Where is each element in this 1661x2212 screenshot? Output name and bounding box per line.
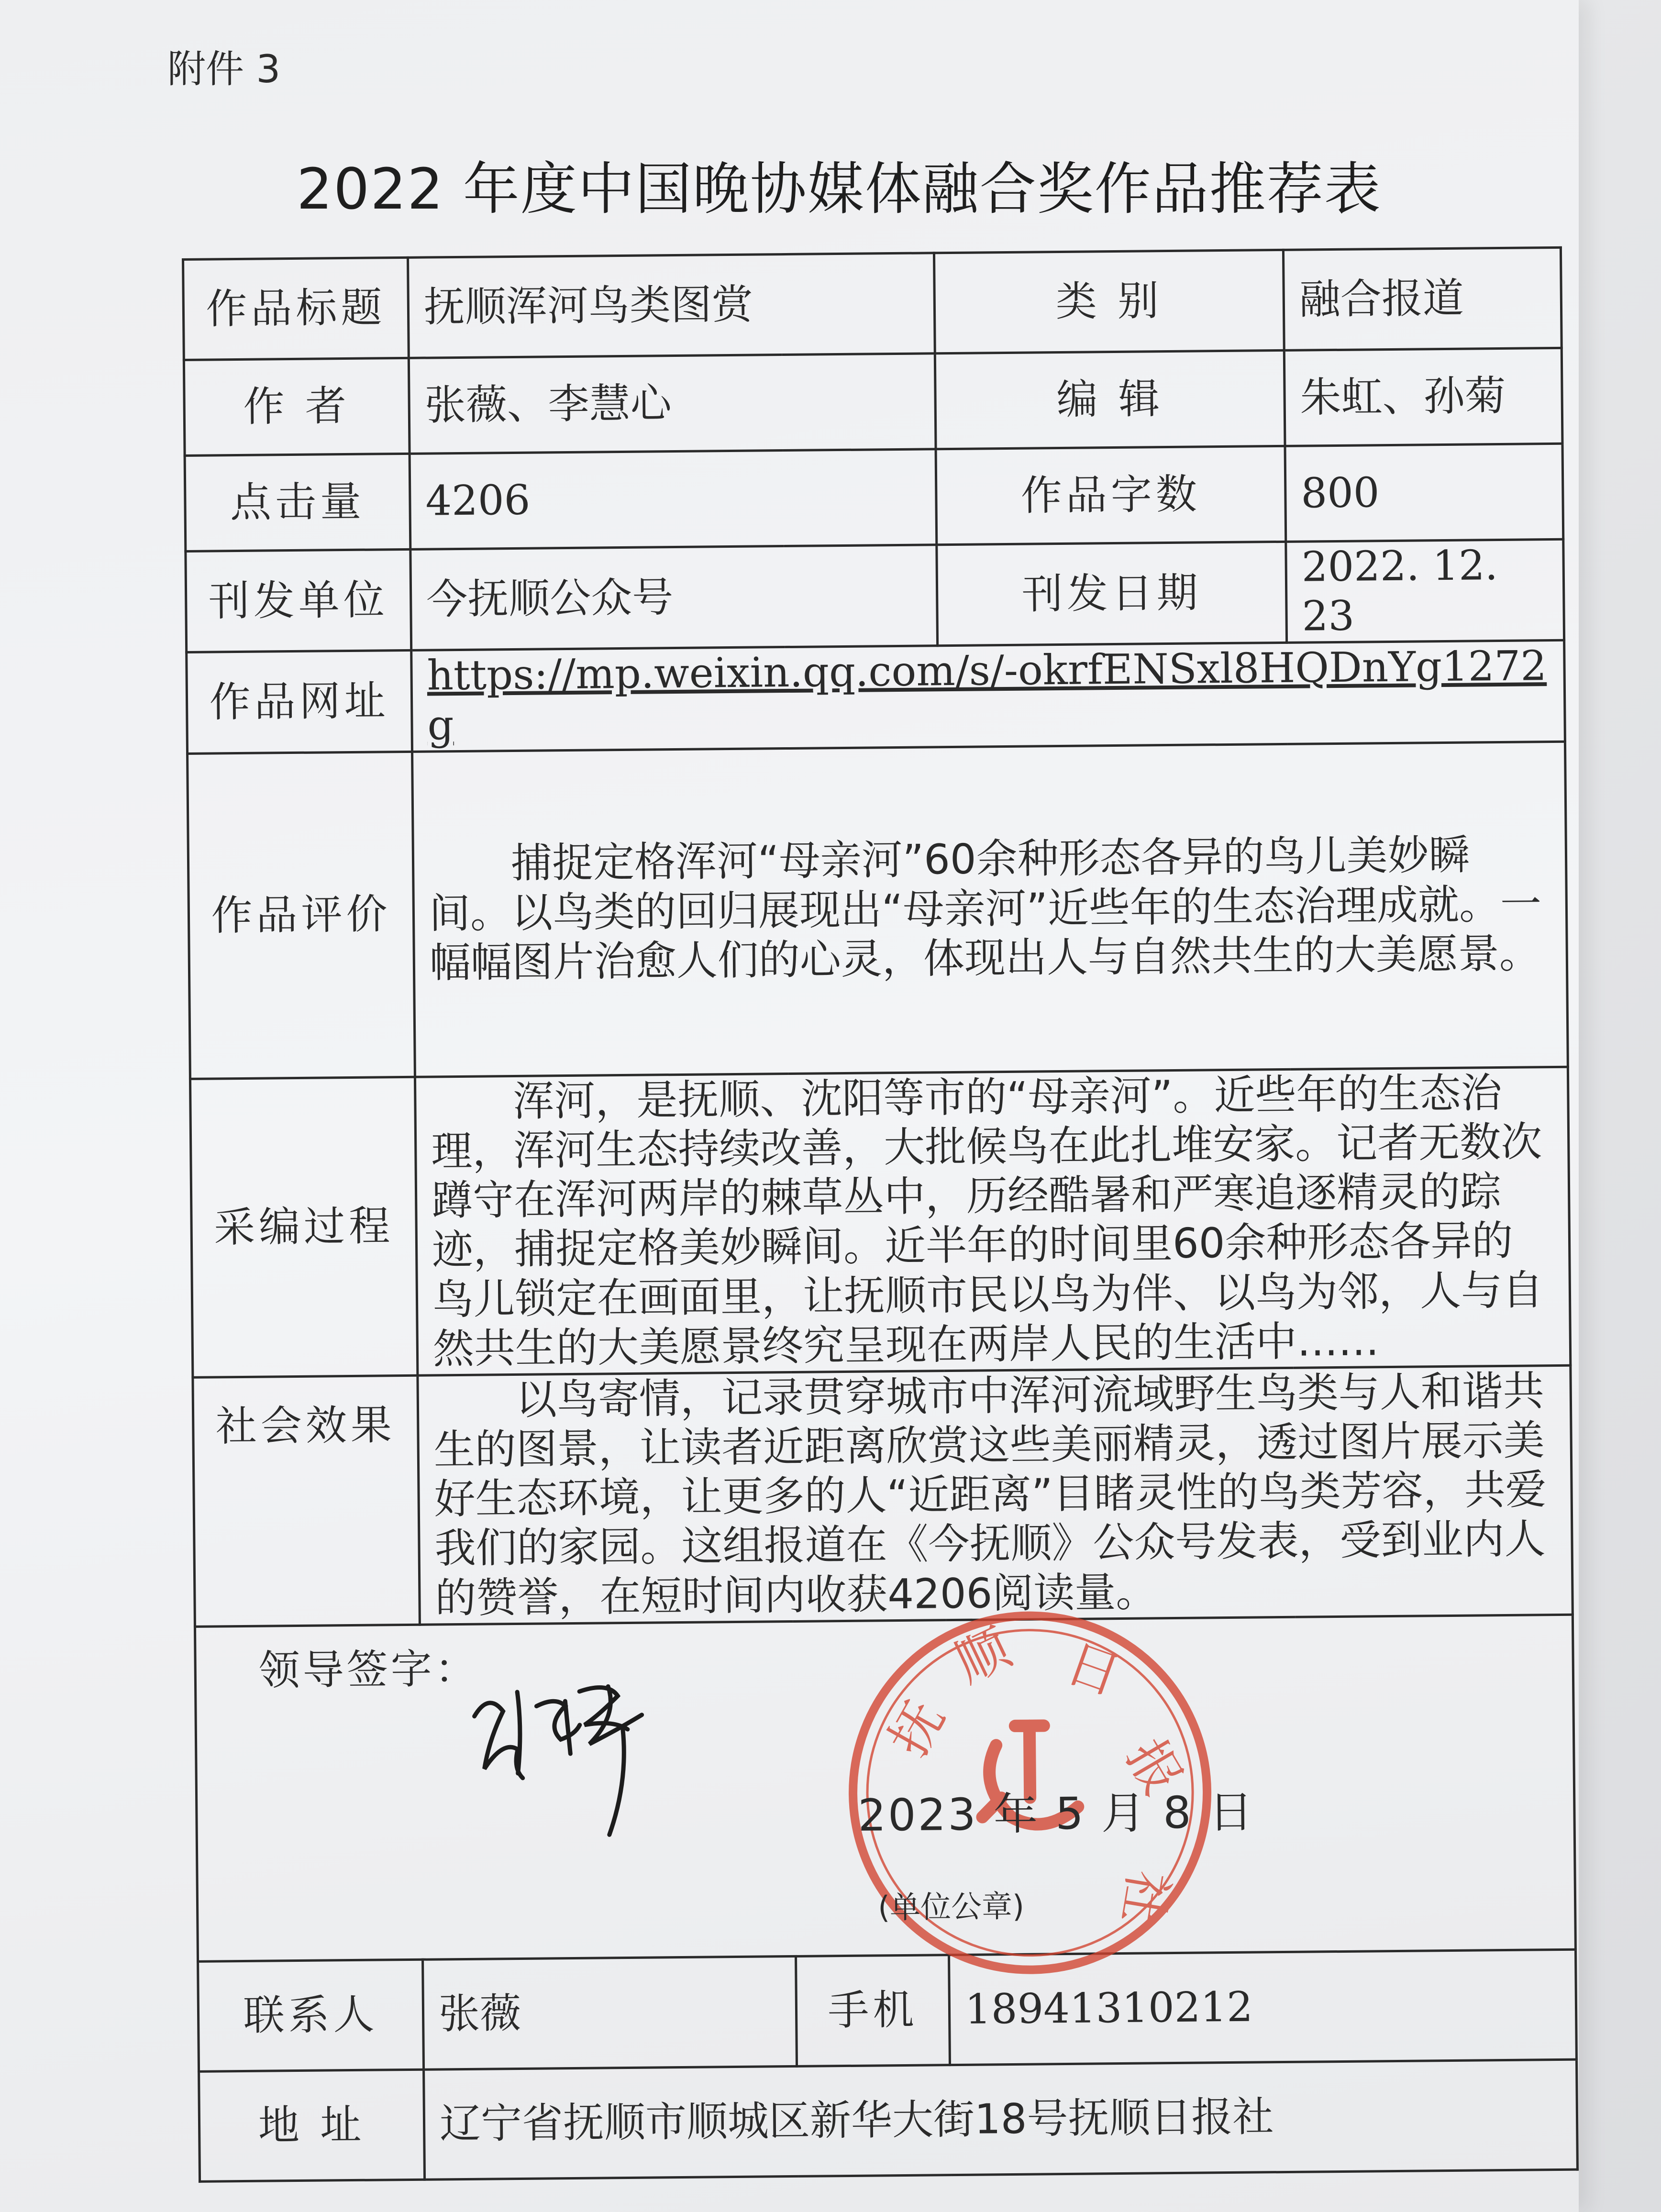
review-label: 作品评价: [188, 752, 415, 1079]
url-label: 作品网址: [187, 651, 412, 753]
pubdate-label: 刊发日期: [937, 542, 1287, 646]
clicks-value: 4206: [410, 449, 937, 550]
signature-date: 2023 年 5 月 8 日: [857, 1786, 1255, 1841]
row-address: [199, 2059, 1578, 2181]
publisher-value: 今抚顺公众号: [410, 545, 938, 651]
wordcount-label: 作品字数: [936, 446, 1286, 544]
row-title: [183, 247, 1562, 360]
title-label: 作品标题: [183, 257, 409, 360]
effect-text: 以鸟寄情，记录贯穿城市中浑河流域野生鸟类与人和谐共生的图景，让读者近距离欣赏这些美丽精灵，透过图片展示美好生态环境，让更多的人“近距离”目睹灵性的鸟类芳容，共爱我们的家园。这组报道在《今抚顺》公众号发表，受到业内人的赞誉，在短时间内收获4206阅读量。: [418, 1365, 1572, 1625]
row-publisher: [186, 539, 1564, 652]
svg-text:日: 日: [1058, 1631, 1129, 1707]
contact-value: 张薇: [423, 1956, 797, 2069]
row-process: [190, 1067, 1570, 1377]
signature-label: 领导签字：: [258, 1645, 479, 1695]
seal-note: (单位公章): [877, 1889, 1025, 1926]
publisher-label: 刊发单位: [186, 549, 411, 652]
process-text: 浑河，是抚顺、沈阳等市的“母亲河”。近些年的生态治理，浑河生态持续改善，大批候鸟在此扎堆安家。记者无数次蹲守在浑河两岸的棘草丛中，历经酷暑和严寒追逐精灵的踪迹，捕捉定格美妙瞬间。近半年的时间里60余种形态各异的鸟儿锁定在画面里，让抚顺市民以鸟为伴、以鸟为邻，人与自然共生的大美愿景终究呈现在两岸人民的生活中……: [415, 1067, 1570, 1375]
row-author: [184, 348, 1562, 455]
url-value[interactable]: https://mp.weixin.qq.com/s/-okrfENSxl8HQDnYg1272g: [411, 641, 1565, 752]
editor-value: 朱虹、孙菊: [1284, 348, 1562, 446]
pubdate-value: 2022. 12. 23: [1286, 539, 1564, 642]
phone-label: 手机: [796, 1955, 950, 2066]
svg-text:顺: 顺: [946, 1616, 1020, 1695]
form-title: 2022 年度中国晚协媒体融合奖作品推荐表: [297, 156, 1382, 222]
recommendation-form: [182, 246, 1579, 2183]
editor-label: 编 辑: [935, 350, 1285, 449]
title-value: 抚顺浑河鸟类图赏: [408, 253, 935, 358]
row-effect: [193, 1365, 1572, 1626]
row-review: [188, 741, 1568, 1079]
row-signature: [195, 1615, 1575, 1961]
author-label: 作 者: [184, 358, 410, 455]
attachment-label: 附件 3: [167, 47, 281, 91]
process-label: 采编过程: [190, 1077, 417, 1377]
row-clicks: [185, 443, 1563, 551]
svg-text:报: 报: [1114, 1728, 1195, 1805]
effect-label: 社会效果: [193, 1375, 420, 1626]
clicks-label: 点击量: [185, 453, 410, 551]
row-url: [187, 641, 1565, 753]
svg-text:社: 社: [1110, 1866, 1180, 1928]
wordcount-value: 800: [1285, 443, 1563, 542]
contact-label: 联系人: [198, 1959, 424, 2071]
author-value: 张薇、李慧心: [409, 354, 936, 454]
review-text: 捕捉定格浑河“母亲河”60余种形态各异的鸟儿美妙瞬间。以鸟类的回归展现出“母亲河”近些年的生态治理成就。一幅幅图片治愈人们的心灵，体现出人与自然共生的大美愿景。: [412, 741, 1568, 1077]
category-label: 类 别: [934, 250, 1284, 353]
category-value: 融合报道: [1283, 247, 1561, 350]
address-value: 辽宁省抚顺市顺城区新华大街18号抚顺日报社: [424, 2059, 1578, 2179]
address-label: 地 址: [199, 2069, 425, 2181]
signature-area: [195, 1615, 1575, 1961]
svg-text:抚: 抚: [877, 1690, 957, 1767]
handwritten-signature: [465, 1671, 686, 1846]
phone-value: 18941310212: [949, 1949, 1577, 2065]
